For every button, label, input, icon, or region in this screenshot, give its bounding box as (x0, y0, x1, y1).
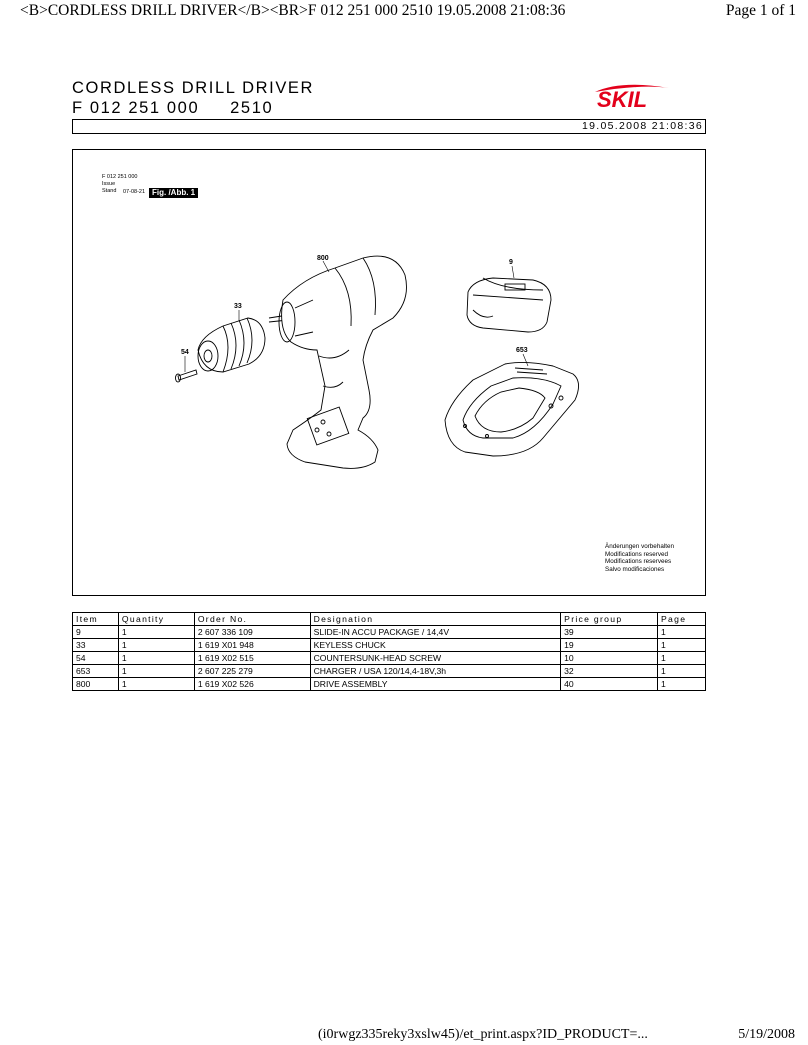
print-header-title: <B>CORDLESS DRILL DRIVER</B><BR>F 012 251 000 2510 19.05.2008 21:08:36 (20, 2, 566, 19)
cell-item: 800 (73, 678, 119, 691)
parts-table (72, 612, 706, 691)
table-row (73, 678, 706, 691)
timestamp-bar (72, 119, 706, 134)
cell-designation: COUNTERSUNK-HEAD SCREW (310, 652, 561, 665)
figure-stand-label: Stand (102, 188, 117, 194)
cell-order-no: 1 619 X01 948 (194, 639, 310, 652)
table-row (73, 639, 706, 652)
cell-page: 1 (658, 678, 706, 691)
column-header-order-no: Order No. (194, 613, 310, 626)
screw-part (176, 370, 198, 382)
title-line-1: CORDLESS DRILL DRIVER (72, 79, 315, 97)
parts-drawing (73, 150, 705, 595)
cell-quantity: 1 (118, 652, 194, 665)
callout-9: 9 (509, 259, 513, 266)
cell-item: 33 (73, 639, 119, 652)
cell-designation: KEYLESS CHUCK (310, 639, 561, 652)
column-header-page: Page (658, 613, 706, 626)
cell-price-group: 40 (561, 678, 658, 691)
cell-item: 54 (73, 652, 119, 665)
cell-order-no: 2 607 225 279 (194, 665, 310, 678)
callout-800: 800 (317, 255, 329, 262)
print-header-page: Page 1 of 1 (725, 2, 796, 19)
modification-notes (605, 543, 674, 573)
drill-part (269, 256, 407, 468)
cell-quantity: 1 (118, 678, 194, 691)
column-header-price-group: Price group (561, 613, 658, 626)
timestamp: 19.05.2008 21:08:36 (581, 120, 703, 132)
cell-quantity: 1 (118, 639, 194, 652)
column-header-item: Item (73, 613, 119, 626)
cell-page: 1 (658, 665, 706, 678)
modification-note: Änderungen vorbehalten (605, 543, 674, 550)
callout-33: 33 (234, 303, 242, 310)
column-header-quantity: Quantity (118, 613, 194, 626)
table-row (73, 665, 706, 678)
modification-note: Salvo modificaciones (605, 565, 665, 573)
cell-item: 653 (73, 665, 119, 678)
footer-date: 5/19/2008 (738, 1027, 795, 1042)
cell-page: 1 (658, 626, 706, 639)
figure-issue-date: 07-08-21 (123, 189, 146, 195)
modification-note: Modifications reserved (605, 550, 668, 558)
column-header-designation: Designation (310, 613, 561, 626)
table-row (73, 626, 706, 639)
cell-item: 9 (73, 626, 119, 639)
title-line-2: F 012 251 000 2510 (72, 99, 274, 117)
table-header-row (73, 613, 706, 626)
document-title (72, 78, 314, 118)
cell-quantity: 1 (118, 626, 194, 639)
cell-page: 1 (658, 639, 706, 652)
cell-quantity: 1 (118, 665, 194, 678)
charger-part (445, 362, 579, 456)
skil-logo (591, 78, 673, 112)
callout-54: 54 (181, 349, 189, 356)
exploded-view-figure (72, 149, 706, 596)
figure-badge: Fig. /Abb. 1 (149, 188, 198, 198)
table-row (73, 652, 706, 665)
cell-order-no: 1 619 X02 526 (194, 678, 310, 691)
figure-part-number: F 012 251 000 (102, 174, 138, 180)
cell-designation: SLIDE-IN ACCU PACKAGE / 14,4V (310, 626, 561, 639)
cell-price-group: 19 (561, 639, 658, 652)
footer-url: (i0rwgz335reky3xslw45)/et_print.aspx?ID_PRODUCT=... (318, 1027, 648, 1042)
cell-order-no: 2 607 336 109 (194, 626, 310, 639)
callout-653: 653 (516, 347, 528, 354)
cell-price-group: 39 (561, 626, 658, 639)
chuck-part (198, 318, 265, 372)
cell-price-group: 10 (561, 652, 658, 665)
cell-price-group: 32 (561, 665, 658, 678)
cell-order-no: 1 619 X02 515 (194, 652, 310, 665)
battery-part (467, 278, 551, 332)
cell-page: 1 (658, 652, 706, 665)
cell-designation: DRIVE ASSEMBLY (310, 678, 561, 691)
cell-designation: CHARGER / USA 120/14,4-18V,3h (310, 665, 561, 678)
modification-note: Modifications reservees (605, 558, 672, 566)
brand-text: SKIL (597, 87, 648, 112)
figure-issue-label: Issue (102, 181, 116, 187)
